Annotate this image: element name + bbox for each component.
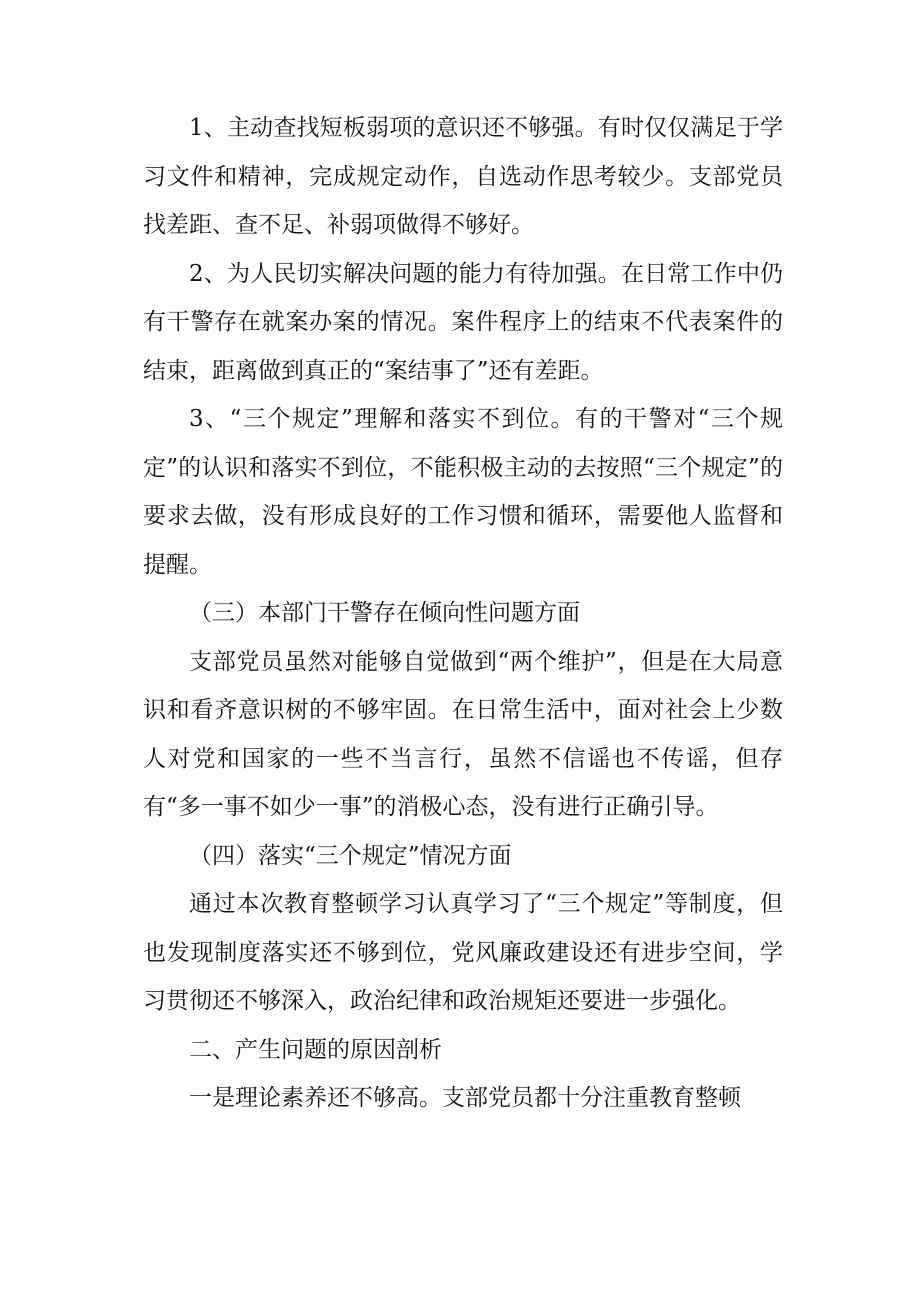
paragraph-party-members: 支部党员虽然对能够自觉做到“两个维护”，但是在大局意识和看齐意识树的不够牢固。在日常生活中，面对社会上少数人对党和国家的一些不当言行，虽然不信谣也不传谣，但存有“多一事不如少一事”的消极心态，没有进行正确引导。 xyxy=(143,648,783,820)
paragraph-item-1: 1、主动查找短板弱项的意识还不够强。有时仅仅满足于学习文件和精神，完成规定动作，自选动作思考较少。支部党员找差距、查不足、补弱项做得不够好。 xyxy=(143,115,783,238)
paragraph-theory-literacy: 一是理论素养还不够高。支部党员都十分注重教育整顿 xyxy=(189,1085,741,1111)
paragraph-education-rectification: 通过本次教育整顿学习认真学习了“三个规定”等制度，但也发现制度落实还不够到位，党风廉政建设还有进步空间，学习贯彻还不够深入，政治纪律和政治规矩还要进一步强化。 xyxy=(143,891,783,1014)
section-heading-3: （三）本部门干警存在倾向性问题方面 xyxy=(189,600,580,626)
document-body xyxy=(143,104,783,1123)
section-heading-causes: 二、产生问题的原因剖析 xyxy=(189,1036,442,1063)
paragraph-item-2: 2、为人民切实解决问题的能力有待加强。在日常工作中仍有干警存在就案办案的情况。案件程序上的结束不代表案件的结束，距离做到真正的“案结事了”还有差距。 xyxy=(143,260,783,384)
section-heading-4: （四）落实“三个规定”情况方面 xyxy=(189,842,512,869)
paragraph-item-3: 3、“三个规定”理解和落实不到位。有的干警对“三个规定”的认识和落实不到位，不能积极主动的去按照“三个规定”的要求去做，没有形成良好的工作习惯和循环，需要他人监督和提醒。 xyxy=(143,406,783,578)
